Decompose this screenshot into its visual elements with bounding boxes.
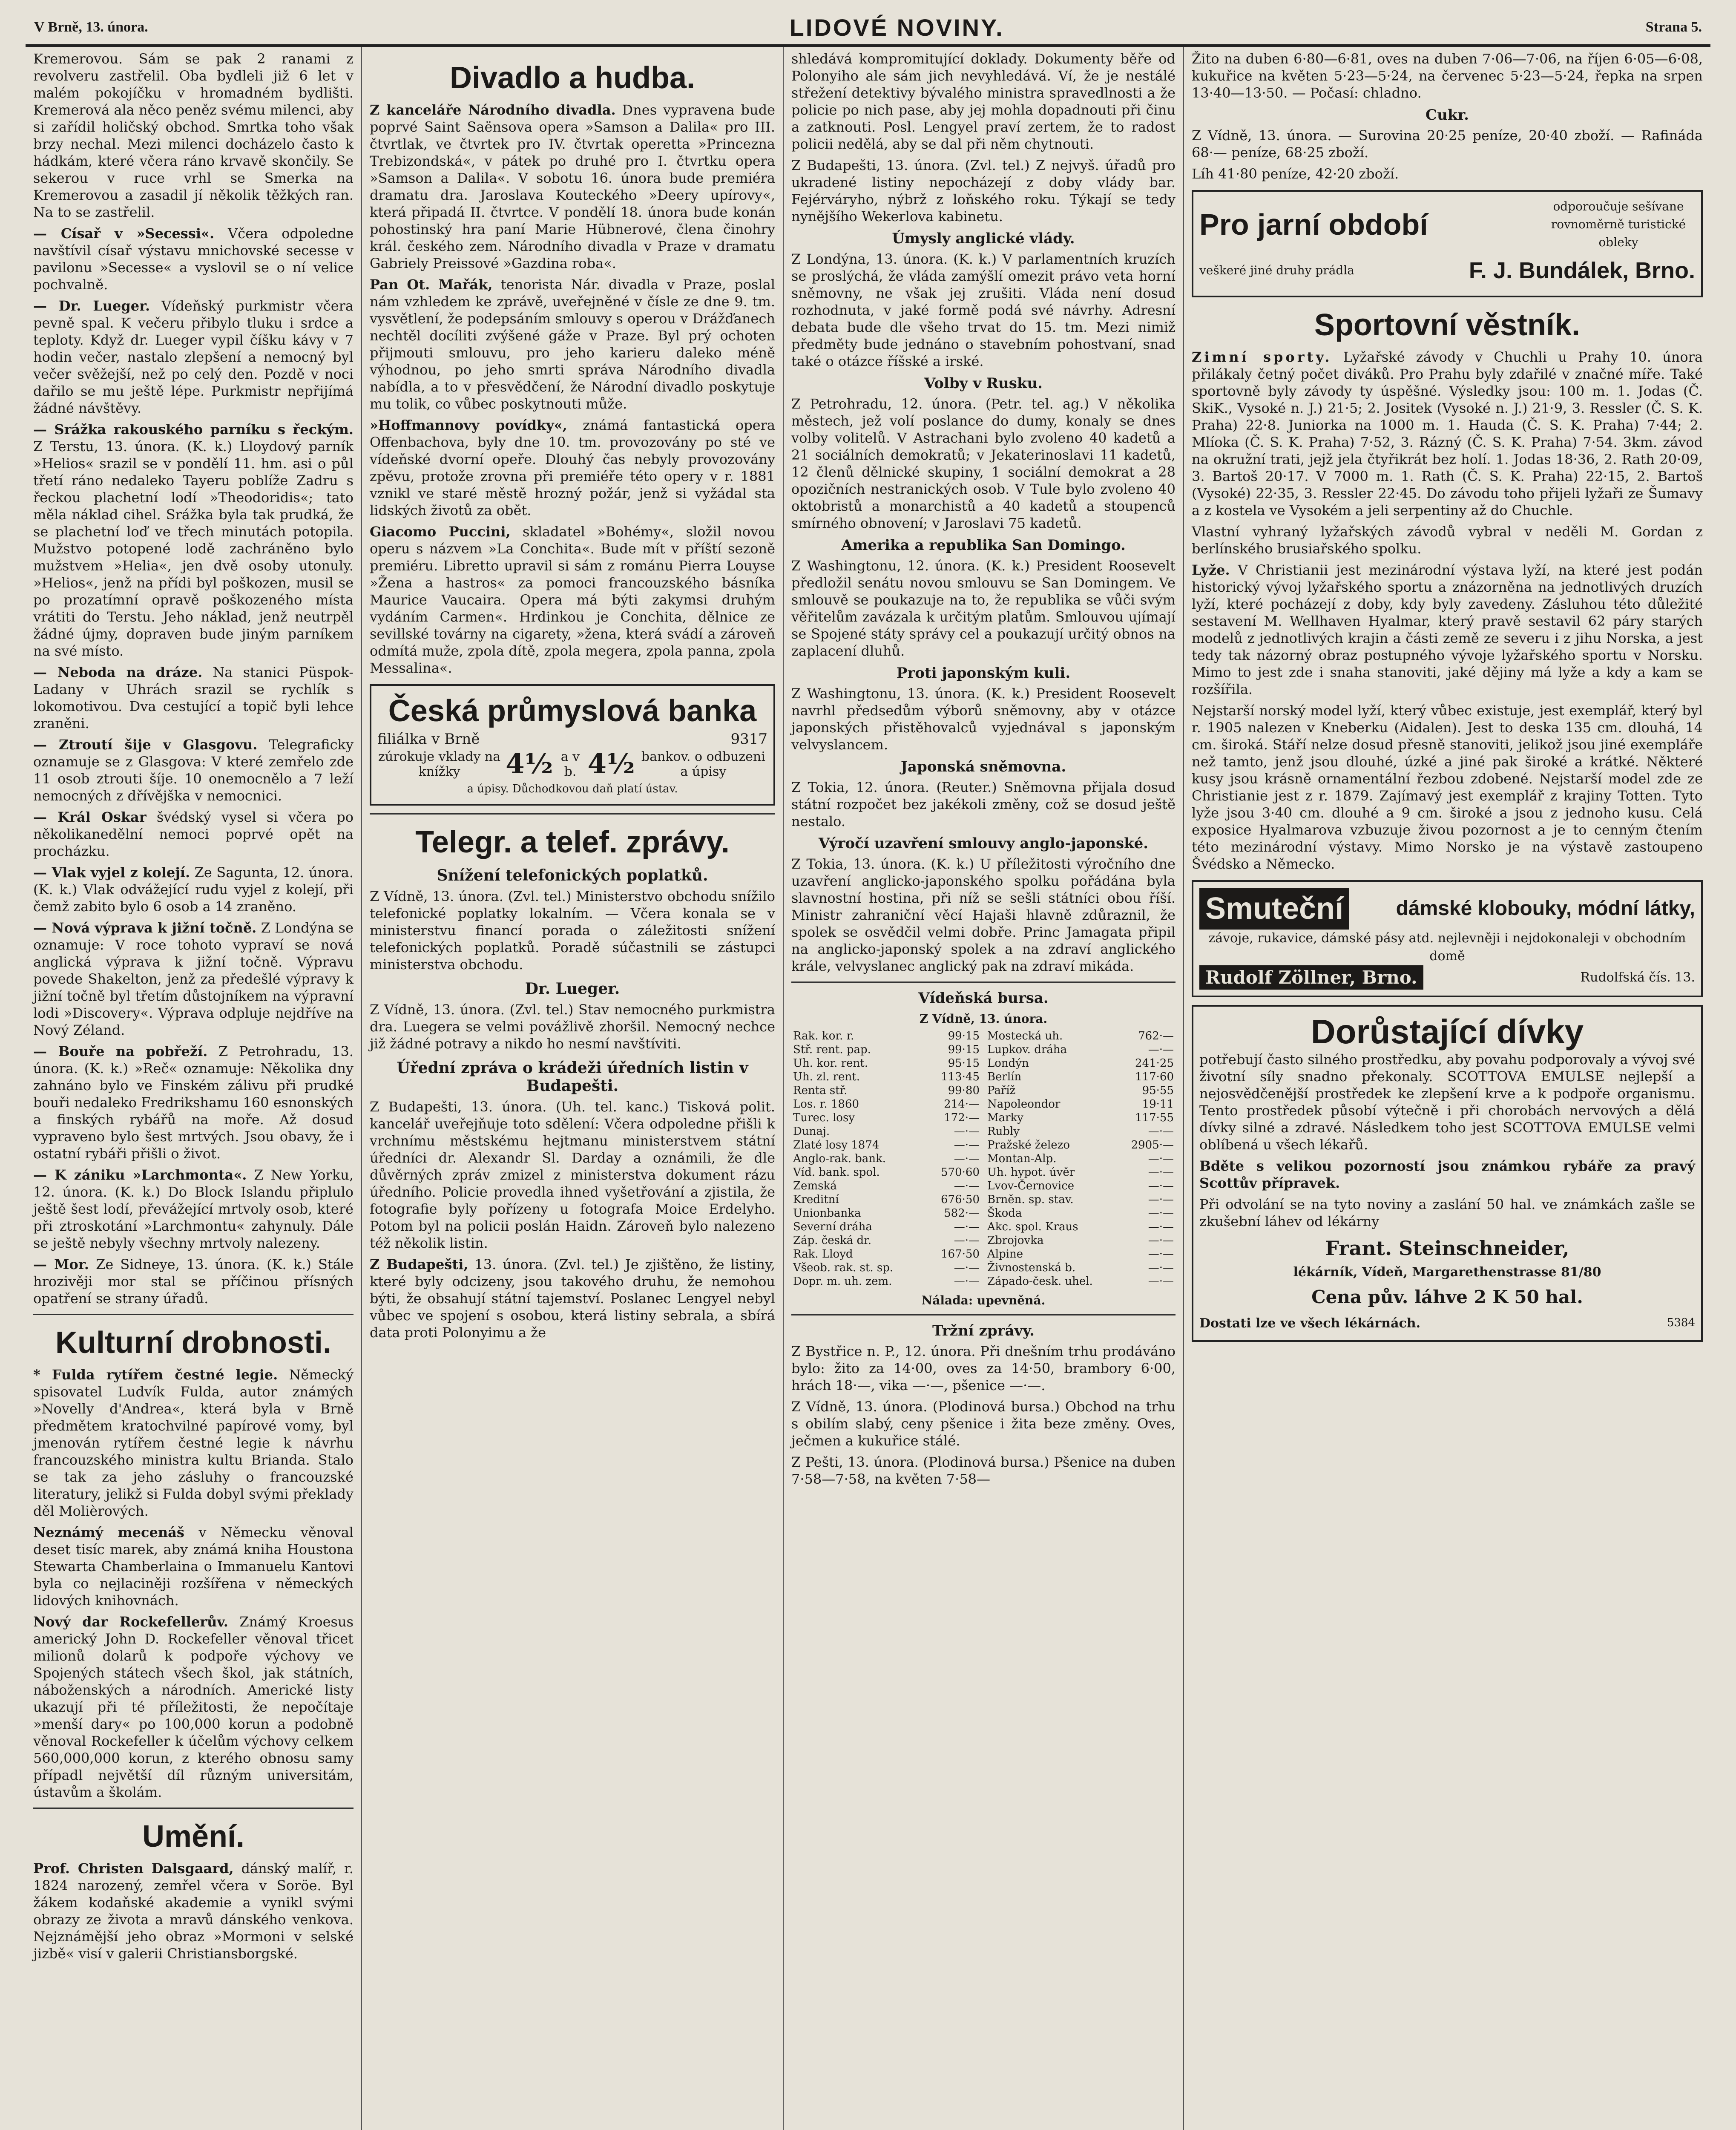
bursa-security: Rubly bbox=[987, 1125, 1020, 1138]
ad-headline: Pro jarní období bbox=[1199, 208, 1428, 241]
article-text: Líh 41·80 peníze, 42·20 zboží. bbox=[1192, 166, 1399, 182]
bursa-price: —·— bbox=[954, 1152, 980, 1165]
bursa-security: Uh. hypot. úvěr bbox=[987, 1166, 1075, 1179]
bursa-security: Uh. zl. rent. bbox=[793, 1071, 860, 1083]
article bbox=[370, 523, 775, 676]
article-text: Z Budapešti, 13. února. (Zvl. tel.) Z nejvyš. úřadů pro ukradené listiny nepocházejí z doby vlády bar. Fejérváryho, nýbrž z loňského roku. Týkají se tedy nynějšího Wekerlova kabinetu. bbox=[791, 157, 1176, 225]
article-text: Z Londýna, 13. února. (K. k.) V parlamentních kruzích se proslýchá, že vláda zamýšlí omezit právo veta horní sněmovny, ne však jej zrušiti. Vláda není dosud rozhodnuta, v jaké formě podá své návrhy. Adresní debata bude dle všeho trvat do 15. tm. Mezi nimiž předměty bude jednáno o stavebním pohostvaní, snad také o otázce říšské a irské. bbox=[791, 251, 1176, 369]
article-text: V Christianii jest mezinárodní výstava lyží, na které jest podán historický vývoj lyžařského sportu a znázorněna na jednotlivých druzích lyží, které pocházejí z doby, kdy byly zavedeny. Zásluhou této důležité sestavení M. Wellhaven Hyalmar, který pravě sestavil 62 páry starých modelů z jednotlivých krajin a části země ze severu i z jihu Norska, a jest tedy tak názorný obraz postupného vývoje lyžařského sportu v Norsku. Mimo to jest zde i snaha stanoviti, jaké dějiny má lyže a kdy a kam se rozšířila. bbox=[1192, 562, 1703, 697]
bursa-row bbox=[986, 1070, 1176, 1084]
article-text: Vlastní vyhraný lyžařských závodů vybral v neděli M. Gordan z berlínského brusiařského spolku. bbox=[1192, 524, 1703, 557]
column-1 bbox=[26, 47, 362, 2130]
article-text: skladatel »Bohémy«, složil novou operu s názvem »La Conchita«. Bude mít v příští sezoně premiéru. Libretto upravil si sám z románu Pierra Louyse »Žena a hastros« za pomoci francouzského básníka Maurice Vaucaira. Opera má býti zakymsi druhým vydáním Carmen«. Hrdinkou je Conchita, dělnice ze sevillské továrny na cigarety, »žena, která svádí a zároveň odmítá muže, zpola dítě, zpola megera, zpola panna, zpola Messalina«. bbox=[370, 524, 776, 676]
ad-address: Rudolfská čís. 13. bbox=[1580, 970, 1695, 985]
bursa-security: Všeob. rak. st. sp. bbox=[793, 1261, 894, 1274]
article-text: Z Washingtonu, 12. února. (K. k.) President Roosevelt předložil senátu novou smlouvu se San Domingem. Ve smlouvě se poukazuje na to, že republika se vůči svým věřitelům zavázala k určitým platům. Smlouvou ujímají se Spojené státy správy cel a poukazují určitý obnos na zaplacení dluhů. bbox=[791, 558, 1176, 659]
bursa-row bbox=[791, 1193, 981, 1206]
bursa-row bbox=[791, 1056, 981, 1070]
bursa-row bbox=[791, 1261, 981, 1275]
bursa-price: 99·15 bbox=[948, 1043, 980, 1056]
ad-bottom-row bbox=[1199, 251, 1695, 290]
bursa-row bbox=[986, 1138, 1176, 1152]
article-lead: Pan Ot. Mařák, bbox=[370, 276, 493, 293]
bank-rate-right-label: bankov. o odbuzeni a úpisy bbox=[641, 749, 765, 779]
article bbox=[33, 1166, 354, 1252]
bursa-row bbox=[791, 1029, 981, 1043]
article-text: Telegraficky oznamuje se z Glasgova: V které zemřelo zde 11 osob ztrouti šíje. 10 onemocnělo a 7 leží nemocných z dřívějška v nemocnici. bbox=[33, 737, 354, 804]
article-text: Vídeňský purkmistr včera pevně spal. K večeru přibylo tluku i srdce a teploty. Když dr. Lueger vypil číšku kávy v 7 hodin večer, nastalo zlepšení a nemocný byl večer svěžejší, než po celý den. Pozdě v noci dařilo se mu ještě lépe. Purkmistr nepřijímá žádné návštěvy. bbox=[33, 298, 354, 416]
news-list bbox=[33, 50, 354, 1307]
section-heading-sport: Sportovní věstník. bbox=[1314, 308, 1581, 342]
article-lead: Z kanceláře Národního divadla. bbox=[370, 102, 616, 118]
bursa-row bbox=[986, 1125, 1176, 1138]
art-list bbox=[33, 1860, 354, 1962]
article-text: Z Tokia, 13. února. (K. k.) U příležitosti výročního dne uzavření anglicko-japonského spolku pořádána byla slavnostní hostina, při níž se sešli státníci obou říší. Ministr zahraniční věcí Hajaši hlavně zdůraznil, že spolek se osvědčil velmi dobře. Princ Jamagata připil na anglicko-japonský spolek a na zdraví anglického krále, velvyslanec anglický pak na zdraví mikáda. bbox=[791, 856, 1176, 974]
bursa-price: 570·60 bbox=[941, 1166, 980, 1179]
bursa-row bbox=[986, 1029, 1176, 1043]
bursa-table-right bbox=[986, 1029, 1176, 1288]
ad-headline: Smuteční bbox=[1199, 888, 1349, 930]
bursa-row bbox=[791, 1125, 981, 1138]
article-text: Na stanici Püspok-Ladany v Uhrách srazil se rychlík s lokomotivou. Dva cestující a topič byli lehce zraněni. bbox=[33, 664, 354, 731]
article-lead: Z Budapešti, bbox=[370, 1256, 468, 1272]
page-number: Strana 5. bbox=[1645, 19, 1702, 35]
bursa-row bbox=[986, 1247, 1176, 1261]
bank-rate-1: 4½ bbox=[506, 748, 553, 780]
article bbox=[33, 664, 354, 732]
article bbox=[33, 809, 354, 860]
ad-merchant: Rudolf Zöllner, Brno. bbox=[1199, 965, 1423, 990]
bursa-price: 95·55 bbox=[1142, 1084, 1174, 1097]
news-heading: Úřední zpráva o krádeži úředních listin v Budapešti. bbox=[397, 1059, 748, 1095]
bursa-security: Lupkov. dráha bbox=[987, 1043, 1067, 1056]
bursa-security: Zemská bbox=[793, 1180, 837, 1192]
bursa-security: Los. r. 1860 bbox=[793, 1098, 859, 1111]
bursa-security: Rak. kor. r. bbox=[793, 1030, 854, 1042]
bursa-row bbox=[791, 1275, 981, 1288]
article-lead: — Císař v »Secessi«. bbox=[33, 225, 215, 242]
bursa-security: Stř. rent. pap. bbox=[793, 1043, 871, 1056]
article-text: Z Bystřice n. P., 12. února. Při dnešním trhu prodáváno bylo: žito za 14·00, oves za 14·50, brambory 6·00, hrách 18·—, vika —·—, pšenice —·—. bbox=[791, 1343, 1176, 1393]
bursa-row bbox=[791, 1152, 981, 1166]
bursa-row bbox=[986, 1206, 1176, 1220]
ad-top-row bbox=[1199, 198, 1695, 251]
bank-rate-left-label: zúrokuje vklady na knížky bbox=[378, 749, 501, 779]
bursa-row bbox=[791, 1097, 981, 1111]
bursa-security: Anglo-rak. bank. bbox=[793, 1152, 886, 1165]
bursa-security: Renta stř. bbox=[793, 1084, 848, 1097]
ad-merchant: Frant. Steinschneider, bbox=[1325, 1237, 1569, 1260]
article-text: shledává kompromitující doklady. Dokumenty běře od Polonyiho ale sám jich nevyhledává. Ví, že je nestálé střežení detektivy bývalého ministra spravedlnosti a že policie po nich pase, aby jej mohla dopadnouti při činu a zatknouti. Posl. Lengyel praví zertem, že to radost policii nedělá, aby se dal při něm chytnouti. bbox=[791, 51, 1176, 152]
article-text: Z Vídně, 13. února. (Zvl. tel.) Stav nemocného purkmistra dra. Luegera se velmi povážlivě zhoršil. Nemocný nechce již žádné potravy a nikdo ho nesmí navštíviti. bbox=[370, 1002, 775, 1052]
bursa-price: —·— bbox=[1148, 1220, 1174, 1233]
article-text: Německý spisovatel Ludvík Fulda, autor známých »Novelly d'Andrea«, která byla v Brně předmětem kratochvilné papírové vomy, byl jmenován rytířem čestné legie k návrhu francouzského ministra kultu Brianda. Stalo se tak za jeho zásluhy o francouzské literatury, jelikž si Fulda dobyl svými překlady děl Molièrových. bbox=[33, 1367, 354, 1519]
news-heading: Dr. Lueger. bbox=[525, 980, 620, 998]
article-text: Z New Yorku, 12. února. (K. k.) Do Block Islandu připlulo ještě šest lodí, převážející mrtvoly osob, které při ztroskotání »Larchmontu« zahynuly. Dále se ještě nebyly všechny mrtvoly nalezeny. bbox=[33, 1167, 354, 1251]
columns bbox=[26, 47, 1710, 2130]
bursa-security: Marky bbox=[987, 1111, 1023, 1124]
bursa-security: Londýn bbox=[987, 1057, 1029, 1070]
bursa-price: —·— bbox=[1148, 1275, 1174, 1288]
article-text: Z Vídně, 13. února. (Plodinová bursa.) Obchod na trhu s obilím slabý, ceny pšenice i žita beze změny. Oves, ječmen a kukuřice stálé. bbox=[791, 1399, 1176, 1449]
article bbox=[33, 736, 354, 804]
issue-date: V Brně, 13. února. bbox=[34, 19, 148, 35]
bursa-row bbox=[986, 1111, 1176, 1125]
bursa-row bbox=[986, 1152, 1176, 1166]
bursa-row bbox=[986, 1084, 1176, 1097]
bursa-price: 214·— bbox=[944, 1098, 980, 1111]
news-heading: Cukr. bbox=[1426, 106, 1469, 124]
bursa-price: 167·50 bbox=[941, 1248, 980, 1261]
article-text: Z Petrohradu, 13. února. (K. k.) »Reč« oznamuje: Několika dny zahnáno bylo ve Finském zálivu při prudké bouři nedaleko Fredrikshamu 160 esnonských a finských rybářů na moře. Až dosud vypraveno bylo šest mrtvých. Jsou obavy, že i ostatní rybáři přišli o život. bbox=[33, 1043, 354, 1162]
article-lead: Neznámý mecenáš bbox=[33, 1524, 184, 1540]
bursa-tables bbox=[791, 1029, 1176, 1288]
bursa-security: Alpine bbox=[987, 1248, 1023, 1261]
bursa-security: Dunaj. bbox=[793, 1125, 830, 1138]
bursa-row bbox=[986, 1275, 1176, 1288]
bursa-row bbox=[791, 1043, 981, 1056]
ad-availability: Dostati lze ve všech lékárnách. bbox=[1199, 1316, 1421, 1331]
article-lead: — Vlak vyjel z kolejí. bbox=[33, 864, 190, 881]
news-heading: Úmysly anglické vlády. bbox=[892, 230, 1075, 247]
article-text: Ze Sidneye, 13. února. (K. k.) Stále hrozivěji mor stal se příčinou přísných opatření se strany úřadů. bbox=[33, 1256, 354, 1307]
article bbox=[1192, 348, 1703, 519]
emulsion-advertisement bbox=[1192, 1005, 1703, 1342]
bursa-security: Berlín bbox=[987, 1071, 1022, 1083]
news-heading: Výročí uzavření smlouvy anglo-japonské. bbox=[818, 835, 1149, 852]
bursa-row bbox=[791, 1206, 981, 1220]
bursa-price: 582·— bbox=[944, 1207, 980, 1220]
bursa-price: —·— bbox=[1148, 1193, 1174, 1206]
article-text: Dnes vypravena bude poprvé Saint Saënsova opera »Samson a Dalila« pro III. čtvrtlak, ve čtvrtek pro IV. čtvrtak operetta »Princezna Trebizondská«, v pátek po druhé pro I. čtvrtku opera »Samson a Dalila«. V sobotu 16. února bude premiéra dramatu dra. Jaroslava Kouteckého »Deery upírovy«, která připadá II. čtvrtce. V pondělí 18. února bude konán pohostinský hra paní Marie Hübnerové, člena činohry král. českého zem. Národního divadla v Praze v dramatu Gabriely Preissové »Gazdina roba«. bbox=[370, 102, 776, 271]
divider bbox=[33, 1808, 354, 1809]
clothing-advertisement bbox=[1192, 190, 1703, 297]
article-text: Z Budapešti, 13. února. (Uh. tel. kanc.) Tisková polit. kancelář uveřejňuje toto sdělení: Včera odpoledne přišli k vrchnímu městskému hejtmanu ministerstvem státní úředníci dr. Alexandr Sl. Darday a oznámili, že dle důvěrných zpráv zmizel z ministerstva dokument rázu úředního. Policie provedla ihned vyšetřování a zjistila, že fotografie byly pořízeny u fotografa Moice Erdelyho. Potom byl na policii poslán Haidn. Zároveň bylo nalezeno též několik listin. bbox=[370, 1099, 775, 1251]
article bbox=[370, 101, 775, 272]
article-text: Žito na duben 6·80—6·81, oves na duben 7·06—7·06, na říjen 6·05—6·08, kukuřice na květen 5·23—5·24, na červenec 5·23—5·24, řepka na srpen 13·40—13·50. — Počasí: chladno. bbox=[1192, 51, 1703, 101]
article bbox=[33, 1613, 354, 1801]
article-text: dánský malíř, r. 1824 narozený, zemřel včera v Soröe. Byl žákem kodaňské akademie a vynikl svými obrazy ze života a mravů dánského venkova. Nejznámější jeho obraz »Mormoni v selské jizbě« visí v galerii Christiansborgské. bbox=[33, 1860, 354, 1962]
article-lead: Zimní sporty. bbox=[1192, 349, 1332, 365]
article bbox=[370, 417, 775, 519]
bursa-row bbox=[986, 1043, 1176, 1056]
culture-list bbox=[33, 1366, 354, 1801]
ad-footer bbox=[1199, 1311, 1695, 1334]
bursa-security: Pražské železo bbox=[987, 1139, 1070, 1151]
bursa-price: —·— bbox=[1148, 1166, 1174, 1179]
bursa-security: Rak. Lloyd bbox=[793, 1248, 853, 1261]
article-text: Nejstarší norský model lyží, který vůbec existuje, jest exemplář, který byl r. 1905 nalezen v Kneberku (Aidalen). Jest to deska 135 cm. dlouhá, 14 cm. široká. Stáří nelze dosud přesně stanoviti, jelikož jsou jiné exempláře než tamto, jenž jsou dlouhé, úzké a jiné pak široké a krátké. Některé kusy jsou krásně ornamentální řezbou zdobené. Nejstarší model zde ze Christianie jest z r. 1879. Zajímavý jest exemplář z krajiny Totten. Tyto lyže jsou 3·40 cm. dlouhé a 9 cm. široké a jsou z jednoho kusu. Celá exposice Hyalmarova vzbuzuje živou pozornost a je to cenným čtením této mezinárodní výstavy. Mimo Norsko je na výstavě zastoupeno Švédsko a Německo. bbox=[1192, 702, 1703, 872]
bursa-security: Zlaté losy 1874 bbox=[793, 1139, 879, 1151]
bank-phone: 9317 bbox=[730, 731, 767, 748]
bursa-price: 172·— bbox=[944, 1111, 980, 1124]
bursa-security: Turec. losy bbox=[793, 1111, 855, 1124]
bursa-price: —·— bbox=[954, 1234, 980, 1247]
bursa-price: —·— bbox=[1148, 1248, 1174, 1261]
bursa-price: 676·50 bbox=[941, 1193, 980, 1206]
bursa-price: —·— bbox=[954, 1220, 980, 1233]
ad-description: závoje, rukavice, dámské pásy atd. nejlevněji i nejdokonaleji v obchodním domě bbox=[1208, 931, 1686, 964]
bursa-price: —·— bbox=[954, 1125, 980, 1138]
ad-warning: Bděte s velikou pozorností jsou známkou rybáře za pravý Scottův přípravek. bbox=[1199, 1158, 1695, 1191]
article-lead: Lyže. bbox=[1192, 562, 1230, 578]
ad-merchant: F. J. Bundálek, Brno. bbox=[1469, 258, 1695, 283]
article bbox=[1192, 561, 1703, 698]
bursa-price: —·— bbox=[954, 1261, 980, 1274]
bursa-security: Paříž bbox=[987, 1084, 1016, 1097]
bursa-row bbox=[986, 1179, 1176, 1193]
article-text: Ze Sagunta, 12. února. (K. k.) Vlak odvážející rudu vyjel z kolejí, při čemž zabito bylo 6 osob a 14 zraněno. bbox=[33, 864, 354, 915]
bursa-row bbox=[791, 1070, 981, 1084]
article bbox=[33, 919, 354, 1039]
bursa-row bbox=[791, 1166, 981, 1179]
ad-price: Cena pův. láhve 2 K 50 hal. bbox=[1311, 1287, 1583, 1307]
masthead-title: LIDOVÉ NOVINY. bbox=[789, 14, 1004, 41]
article-lead: — Neboda na dráze. bbox=[33, 664, 203, 680]
article-lead: — Nová výprava k jižní točně. bbox=[33, 920, 257, 936]
bursa-security: Montan-Alp. bbox=[987, 1152, 1057, 1165]
ad-headline: Dorůstající dívky bbox=[1311, 1013, 1584, 1051]
section-heading-umeni: Umění. bbox=[142, 1819, 245, 1854]
bursa-price: —·— bbox=[954, 1180, 980, 1192]
bursa-security: Mostecká uh. bbox=[987, 1030, 1063, 1042]
bursa-price: 99·15 bbox=[948, 1030, 980, 1042]
bursa-security: Severní dráha bbox=[793, 1220, 872, 1233]
bursa-price: 117·60 bbox=[1135, 1071, 1174, 1083]
bursa-security: Akc. spol. Kraus bbox=[987, 1220, 1078, 1233]
bursa-price: 99·80 bbox=[948, 1084, 980, 1097]
news-heading: Volby v Rusku. bbox=[924, 375, 1043, 392]
bursa-security: Unionbanka bbox=[793, 1207, 861, 1220]
bursa-row bbox=[791, 1220, 981, 1234]
article bbox=[33, 1860, 354, 1962]
article bbox=[33, 864, 354, 915]
bursa-price: —·— bbox=[1148, 1234, 1174, 1247]
bursa-row bbox=[986, 1166, 1176, 1179]
article bbox=[33, 50, 354, 221]
article-text: Z Vídně, 13. února. — Surovina 20·25 peníze, 20·40 zboží. — Rafináda 68·— peníze, 68·25 zboží. bbox=[1192, 127, 1703, 161]
article bbox=[33, 1043, 354, 1162]
bank-branch: filiálka v Brně bbox=[377, 731, 480, 748]
bursa-price: 762·— bbox=[1138, 1030, 1174, 1042]
bursa-price: —·— bbox=[954, 1139, 980, 1151]
section-heading-telegr: Telegr. a telef. zprávy. bbox=[415, 825, 730, 859]
bank-name: Česká průmyslová banka bbox=[388, 694, 757, 728]
market-heading: Tržní zprávy. bbox=[932, 1322, 1035, 1339]
bursa-subheading: Z Vídně, 13. února. bbox=[919, 1012, 1048, 1026]
article-text: Lyžařské závody v Chuchli u Prahy 10. února přilákaly četný počet diváků. Pro Prahu byly zdařilé v značné míře. Také sportovně byly závody ty úspěšné. Výsledky jsou: 100 m. 1. Jodas (Č. SkiK., Vysoké n. J.) 21·5; 2. Jositek (Vysoké n. J.) 21·9, 3. Ressler (Č. S. K. Praha) 22·8. Juniorka na 1000 m. 1. Hauda (Č. S. K. Praha) 7·44; 2. Mlíoka (Č. S. K. Praha) 7·52, 3. Rázný (Č. S. K. Praha) 7·54. 3km. závod na okružní trati, jejž jela čtyřikrát bez holí. 1. Jodas 18·36, 2. Rath 20·09, 3. Bartoš 20·17. V 7000 m. 1. Rath (Č. S. K. Praha) 22·15, 2. Bartoš (Vysoké) 22·35, 3. Ressler 22·45. Do závodu toho přijeli lyžaři ze Šumavy a z kostela ve Vysokém a jeli serpentiny až do Chuchle. bbox=[1192, 349, 1703, 518]
bursa-price: 241·25 bbox=[1135, 1057, 1174, 1070]
article-text: Z Washingtonu, 13. února. (K. k.) President Roosevelt navrhl předsedům výborů sněmovny, aby v otázce japonských přistěhovalců vyjednával s japonským velvyslancem. bbox=[791, 685, 1176, 753]
article bbox=[33, 297, 354, 417]
bank-rate-mid-label: a v b. bbox=[560, 749, 580, 779]
bursa-security: Dopr. m. uh. zem. bbox=[793, 1275, 892, 1288]
news-heading: Proti japonským kuli. bbox=[896, 665, 1071, 682]
article-text: Z Terstu, 13. února. (K. k.) Lloydový parník »Helios« srazil se v pondělí 11. hm. asi o půl třetí ráno nedaleko Tayeru poblíže Zadru s řeckou plachetní lodí »Theodoridis«; tato měla náklad cihel. Srážka byla tak prudká, že se plachetní loď ve třech minutách potopila. Mužstvo potopené lodě zachráněno bylo mužstvem »Helia«, jen dvě osoby utonuly. »Helios«, jenž na přídi byl poškozen, musil se po prozatímní opravě poškozeného místa vrátiti do Terstu. Jeho náklad, jenž neutrpěl žádné újmy, dopraven bude jiným parníkem na své místo. bbox=[33, 438, 354, 659]
bursa-row bbox=[791, 1084, 981, 1097]
bursa-security: Živnostenská b. bbox=[987, 1261, 1076, 1274]
article-text: Kremerovou. Sám se pak 2 ranami z revolveru zastřelil. Oba bydleli již 6 let v malém pokojíčku v hromadném bydlišti. Kremerová ala něco peněz svému milenci, aby si zařídil holičský obchod. Smrtka toho však brzy nechal. Mezi milenci docházelo často k hádkám, které včera ráno krvavě skončily. Se sekerou v ruce vrhl se Smerka na Kremerovou a zasadil jí několik těžkých ran. Na to se zastřelil. bbox=[33, 51, 354, 220]
bursa-security: Lvov-Černovice bbox=[987, 1180, 1075, 1192]
divider bbox=[370, 813, 775, 815]
article-text: známá fantastická opera Offenbachova, byly dne 10. tm. provozovány po sté ve vídeňské dvorní opeře. Dlouhý čas nebyly provozovány zpěvu, protože zrovna při premiéře této opery v r. 1881 vznikl ve staré městě hrozný požár, jenž si vyžádal sta lidských životů za obět. bbox=[370, 417, 775, 518]
bursa-row bbox=[986, 1056, 1176, 1070]
bursa-row bbox=[986, 1097, 1176, 1111]
hat-advertisement bbox=[1192, 880, 1703, 997]
column-3 bbox=[784, 47, 1184, 2130]
divider bbox=[791, 982, 1176, 983]
bursa-price: —·— bbox=[1148, 1152, 1174, 1165]
article bbox=[33, 421, 354, 659]
bursa-price: 19·11 bbox=[1142, 1098, 1174, 1111]
ad-items: veškeré jiné druhy prádla bbox=[1199, 263, 1354, 277]
article-lead: — Král Oskar bbox=[33, 809, 147, 825]
bursa-price: —·— bbox=[954, 1275, 980, 1288]
ad-address: lékárník, Vídeň, Margarethenstrasse 81/80 bbox=[1293, 1265, 1601, 1280]
bank-advertisement bbox=[370, 684, 775, 806]
article-text: Z Petrohradu, 12. února. (Petr. tel. ag.) V několika městech, jež volí poslance do dumy, konaly se dnes volby volitelů. V Astrachani bylo zvoleno 40 kadetů a 21 sociálních demokratů; v Jekaterinoslavi 11 kadetů, 12 členů dělnické skupiny, 1 sociální demokrat a 28 opozičních nestranických osob. V Tule bylo zvoleno 40 oktobristů a monarchistů a 40 kadetů a stoupenců smírného obnovení; v Jaroslavi 75 kadetů. bbox=[791, 396, 1176, 531]
bursa-price: 2905·— bbox=[1131, 1139, 1174, 1151]
article-lead: »Hoffmannovy povídky«, bbox=[370, 417, 567, 433]
news-heading: Japonská sněmovna. bbox=[900, 758, 1066, 775]
bursa-row bbox=[791, 1179, 981, 1193]
ad-top-row bbox=[1199, 888, 1695, 930]
bank-subline bbox=[377, 730, 767, 748]
divider bbox=[33, 1314, 354, 1315]
bursa-security: Západo-česk. uhel. bbox=[987, 1275, 1093, 1288]
bursa-security: Uh. kor. rent. bbox=[793, 1057, 868, 1070]
article-text: tenorista Nár. divadla v Praze, poslal nám vzhledem ke zprávě, uveřejněné v čísle ze dne 9. tm. vysvětlení, že podepsáním smlouvy s operou v Drážďanech nechtěl docíliti zvýšené gáže v Praze. Byl prý ochoten přijmouti smlouvu, pro jeho karieru daleko méně výhodnou, po jeho smrti správa Národního divadla nabídla, a to v přesvědčení, že Národní divadlo poskytuje mu tolik, co vůbec poskytnouti může. bbox=[370, 276, 776, 412]
column-4 bbox=[1184, 47, 1710, 2130]
bursa-row bbox=[986, 1261, 1176, 1275]
article-lead: Prof. Christen Dalsgaard, bbox=[33, 1860, 234, 1877]
bank-rates bbox=[377, 748, 767, 780]
ad-code: 5384 bbox=[1667, 1316, 1695, 1329]
article-lead: — Mor. bbox=[33, 1256, 89, 1272]
article bbox=[33, 225, 354, 293]
article bbox=[33, 1366, 354, 1520]
section-heading-divadlo: Divadlo a hudba. bbox=[449, 61, 696, 95]
bursa-row bbox=[986, 1193, 1176, 1206]
bursa-price: —·— bbox=[1148, 1180, 1174, 1192]
article-lead: — Bouře na pobřeží. bbox=[33, 1043, 208, 1059]
bursa-price: 113·45 bbox=[941, 1071, 980, 1083]
bursa-security: Kreditní bbox=[793, 1193, 839, 1206]
article-text: Z Londýna se oznamuje: V roce tohoto vypraví se nová anglická výprava k jižní točně. Výpravu povede Shakelton, jenž za předešlé výpravy k jižní točně byl třetím důstojníkem na výpravní lodi »Discovery«. Výprava odpluje nejdříve na Nový Zéland. bbox=[33, 920, 354, 1038]
bursa-security: Napoleondor bbox=[987, 1098, 1061, 1111]
article-text: Z Pešti, 13. února. (Plodinová bursa.) Pšenice na duben 7·58—7·58, na květen 7·58— bbox=[791, 1454, 1176, 1487]
news-heading: Amerika a republika San Domingo. bbox=[841, 537, 1126, 554]
ad-products: dámské klobouky, módní látky, bbox=[1396, 897, 1695, 920]
bursa-row bbox=[791, 1111, 981, 1125]
ad-description: odporoučuje sešívane rovnoměrně turistické obleky bbox=[1551, 199, 1686, 249]
article-text: Včera odpoledne navštívil císař výstavu mnichovské secesse v pavilonu »Secesse« a vyslovil se o ní velice pochvalně. bbox=[33, 225, 354, 293]
article-text: švédský vysel si včera po několikanedělní nemoci poprvé opět na procházku. bbox=[33, 809, 354, 859]
section-heading-kulturni: Kulturní drobnosti. bbox=[55, 1326, 331, 1360]
bursa-price: —·— bbox=[1148, 1207, 1174, 1220]
bursa-mood: Nálada: upevněná. bbox=[921, 1293, 1046, 1307]
bursa-row bbox=[791, 1234, 981, 1247]
bursa-security: Brněn. sp. stav. bbox=[987, 1193, 1074, 1206]
article-lead: Nový dar Rockefellerův. bbox=[33, 1614, 228, 1630]
bursa-price: —·— bbox=[1148, 1125, 1174, 1138]
bank-rate-2: 4½ bbox=[587, 748, 635, 780]
bursa-price: 117·55 bbox=[1135, 1111, 1174, 1124]
bursa-price: —·— bbox=[1148, 1043, 1174, 1056]
bursa-security: Zbrojovka bbox=[987, 1234, 1044, 1247]
article-text: Známý Kroesus americký John D. Rockefeller věnoval třicet milionů dolarů k podpoře výchovy ve Spojených státech všech škol, jak státních, náboženských a národních. Americké listy ukazují při té příležitosti, že nepočítaje »menší dary« po 100,000 korun a podobně věnoval Rockefeller k účelům výchovy celkem 560,000,000 korun, z kterého obnosu samy případl největší díl různým universitám, ústavům a školám. bbox=[33, 1614, 354, 1800]
article-lead: — Srážka rakouského parníku s řeckým. bbox=[33, 421, 354, 438]
ad-body: potřebují často silného prostředku, aby povahu podporovaly a vývoj své životní síly snadno překonaly. SCOTTOVA EMULSE nejlepší a nejosvědčenější prostředek ke zlepšení krve a k podpoře organismu. Tento prostředek působí výtečně i při chorobách nervových a dělá dívky silné a zdravé. Následkem toho jest SCOTTOVA EMULSE velmi oblíbená u všech lékařů. bbox=[1199, 1051, 1695, 1153]
article bbox=[370, 1256, 775, 1341]
article-lead: Giacomo Puccini, bbox=[370, 524, 511, 540]
article-text: 13. února. (Zvl. tel.) Je zjištěno, že listiny, které byly odcizeny, jsou takového druhu, že nemohou býti, že obsahují státní tajemství. Poslanec Lengyel nebyl vůbec ve spojení s osobou, která listiny sebrala, a sbírá data proti Polonyimu a že bbox=[370, 1256, 776, 1341]
bursa-price: —·— bbox=[1148, 1261, 1174, 1274]
article bbox=[33, 1256, 354, 1307]
ad-send-info: Při odvolání se na tyto noviny a zaslání 50 hal. ve známkách zašle se zkušební láhev od lékárny bbox=[1199, 1196, 1695, 1229]
bursa-security: Záp. česká dr. bbox=[793, 1234, 872, 1247]
ad-bottom-row bbox=[1199, 965, 1695, 990]
bursa-row bbox=[791, 1247, 981, 1261]
bursa-security: Škoda bbox=[987, 1207, 1022, 1220]
bank-note: a úpisy. Důchodkovou daň platí ústav. bbox=[467, 783, 678, 795]
article-lead: — K zániku »Larchmonta«. bbox=[33, 1167, 247, 1183]
bursa-heading: Vídeňská bursa. bbox=[918, 990, 1049, 1007]
article-text: Z Tokia, 12. února. (Reuter.) Sněmovna přijala dosud státní rozpočet bez jakékoli změny, což se dosud ještě nestalo. bbox=[791, 779, 1176, 829]
article bbox=[33, 1524, 354, 1609]
divider bbox=[791, 1314, 1176, 1315]
page-header bbox=[26, 10, 1710, 47]
article-lead: — Dr. Lueger. bbox=[33, 298, 150, 314]
column-2 bbox=[362, 47, 784, 2130]
bursa-security: Víd. bank. spol. bbox=[793, 1166, 880, 1179]
article-lead: * Fulda rytířem čestné legie. bbox=[33, 1367, 278, 1383]
article-text: Z Vídně, 13. února. (Zvl. tel.) Ministerstvo obchodu snížilo telefonické poplatky lokalním. — Včera konala se v ministerstvu financí porada o záležitosti snížení telefonických poplatků. Poradě súčastnili se zástupci ministerstva obchodu. bbox=[370, 888, 775, 973]
bursa-row bbox=[986, 1220, 1176, 1234]
article-text: v Německu věnoval deset tisíc marek, aby známá kniha Houstona Stewarta Chamberlaina o Immanuelu Kantovi byla co nejlaciněji rozšířena v německých lidových knihovnách. bbox=[33, 1524, 354, 1609]
article bbox=[370, 276, 775, 412]
bursa-table-left bbox=[791, 1029, 981, 1288]
article-lead: — Ztroutí šije v Glasgovu. bbox=[33, 737, 258, 753]
news-heading: Snížení telefonických poplatků. bbox=[437, 866, 708, 884]
bursa-row bbox=[791, 1138, 981, 1152]
bursa-row bbox=[986, 1234, 1176, 1247]
bursa-price: 95·15 bbox=[948, 1057, 980, 1070]
